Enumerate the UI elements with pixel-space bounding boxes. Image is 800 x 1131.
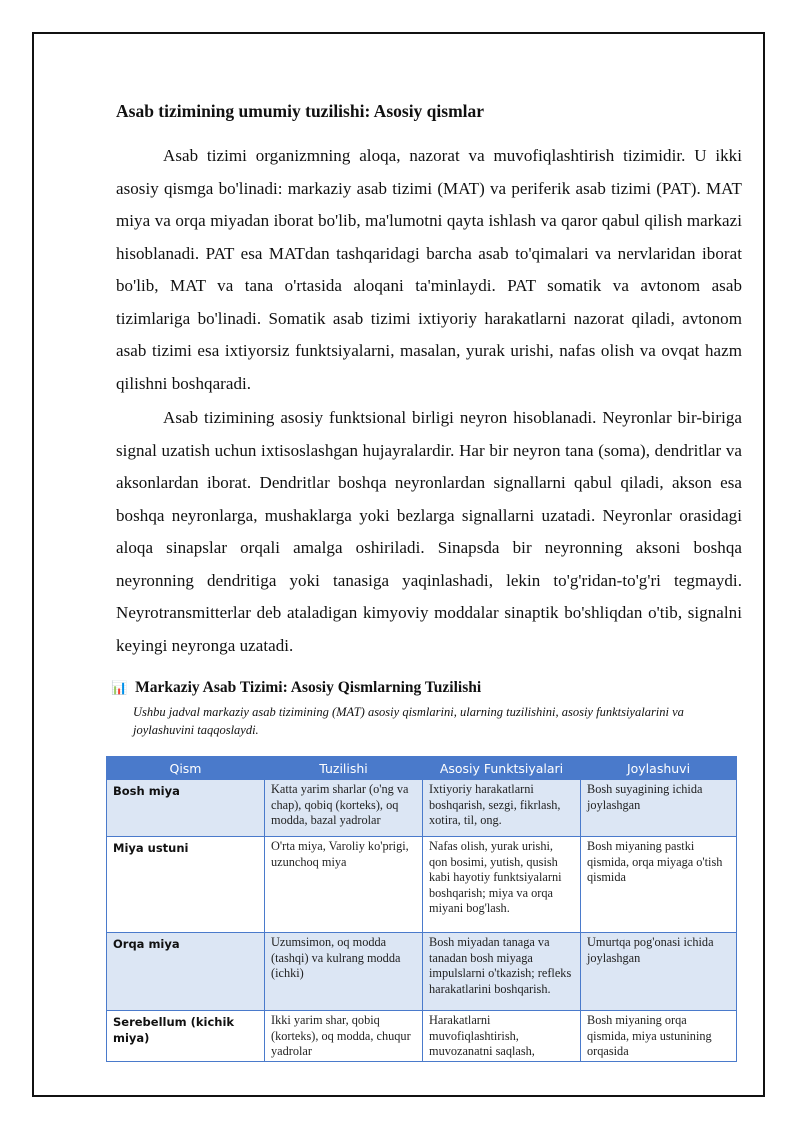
table-header-row: [107, 757, 737, 780]
section-heading: Asab tizimining umumiy tuzilishi: Asosiy qismlar: [116, 101, 485, 121]
table-row: [107, 933, 737, 1011]
table-cell: O'rta miya, Varoliy ko'prigi, uzunchoq miya: [265, 837, 423, 933]
table-cell: Miya ustuni: [107, 837, 265, 933]
table-cell: Harakatlarni muvofiqlashtirish, muvozanatni saqlash,: [423, 1011, 581, 1062]
table-row: [107, 780, 737, 837]
column-header: Joylashuvi: [581, 757, 737, 780]
column-header: Tuzilishi: [265, 757, 423, 780]
paragraph-1: Asab tizimi organizmning aloqa, nazorat va muvofiqlashtirish tizimidir. U ikki asosiy qismga bo'linadi: markaziy asab tizimi (MAT) va periferik asab tizimi (PAT). MAT miya va orqa miyadan iborat bo'lib, ma'lumotni qayta ishlash va qaror qabul qilish markazi hisoblanadi. PAT esa MATdan tashqaridagi barcha asab to'qimalari va nervlaridan iborat bo'lib, MAT va tana o'rtasida aloqani ta'minlaydi. PAT somatik va avtonom asab tizimlariga bo'linadi. Somatik asab tizimi ixtiyoriy harakatlarni nazorat qiladi, avtonom asab tizimi esa ixtiyorsiz funktsiyalarni, masalan, yurak urishi, nafas olish va ovqat hazm qilishni boshqaradi.: [116, 146, 742, 393]
table-cell: Serebellum (kichik miya): [107, 1011, 265, 1062]
table-cell: Bosh suyagining ichida joylashgan: [581, 780, 737, 837]
column-header: Asosiy Funktsiyalari: [423, 757, 581, 780]
table-row: [107, 1011, 737, 1062]
table-cell: Bosh miyaning orqa qismida, miya ustunining orqasida: [581, 1011, 737, 1062]
paragraph-2: Asab tizimining asosiy funktsional birligi neyron hisoblanadi. Neyronlar bir-biriga signal uzatish uchun ixtisoslashgan hujayralardir. Har bir neyron tana (soma), dendritlar va aksonlardan iborat. Dendritlar boshqa neyronlardan signallarni qabul qiladi, akson esa boshqa neyronlarga, mushaklarga yoki bezlarga signallarni uzatadi. Neyronlar orasidagi aloqa sinapslar orqali amalga oshiriladi. Sinapsda bir neyronning aksoni boshqa neyronning dendritiga yoki tanasiga yaqinlashadi, lekin to'g'ridan-to'g'ri tegmaydi. Neyrotransmitterlar deb ataladigan kimyoviy moddalar sinaptik bo'shliqdan o'tib, signalni keyingi neyronga uzatadi.: [116, 408, 742, 655]
table-cell: Ikki yarim shar, qobiq (korteks), oq modda, chuqur yadrolar: [265, 1011, 423, 1062]
table-cell: Bosh miyaning pastki qismida, orqa miyaga o'tish qismida: [581, 837, 737, 933]
document-body: [111, 98, 742, 745]
table-cell: Katta yarim sharlar (o'ng va chap), qobiq (korteks), oq modda, bazal yadrolar: [265, 780, 423, 837]
cns-table: [106, 756, 737, 1062]
table-cell: Orqa miya: [107, 933, 265, 1011]
bar-chart-icon: 📊: [111, 680, 128, 695]
column-header: Qism: [107, 757, 265, 780]
table-title: [111, 677, 742, 699]
table-cell: Bosh miyadan tanaga va tanadan bosh miyaga impulslarni o'tkazish; refleks harakatlarini boshqarish.: [423, 933, 581, 1011]
table-caption: Ushbu jadval markaziy asab tizimining (MAT) asosiy qismlarini, ularning tuzilishini, asosiy funktsiyalarini va joylashuvini taqqoslaydi.: [133, 705, 684, 737]
table-title-text: Markaziy Asab Tizimi: Asosiy Qismlarning Tuzilishi: [135, 679, 482, 696]
table-cell: Bosh miya: [107, 780, 265, 837]
table-cell: Umurtqa pog'onasi ichida joylashgan: [581, 933, 737, 1011]
table-cell: Uzumsimon, oq modda (tashqi) va kulrang modda (ichki): [265, 933, 423, 1011]
table-cell: Nafas olish, yurak urishi, qon bosimi, yutish, qusish kabi hayotiy funktsiyalarni boshqarish; miya va orqa miyani bog'lash.: [423, 837, 581, 933]
table-row: [107, 837, 737, 933]
table-cell: Ixtiyoriy harakatlarni boshqarish, sezgi, fikrlash, xotira, til, ong.: [423, 780, 581, 837]
